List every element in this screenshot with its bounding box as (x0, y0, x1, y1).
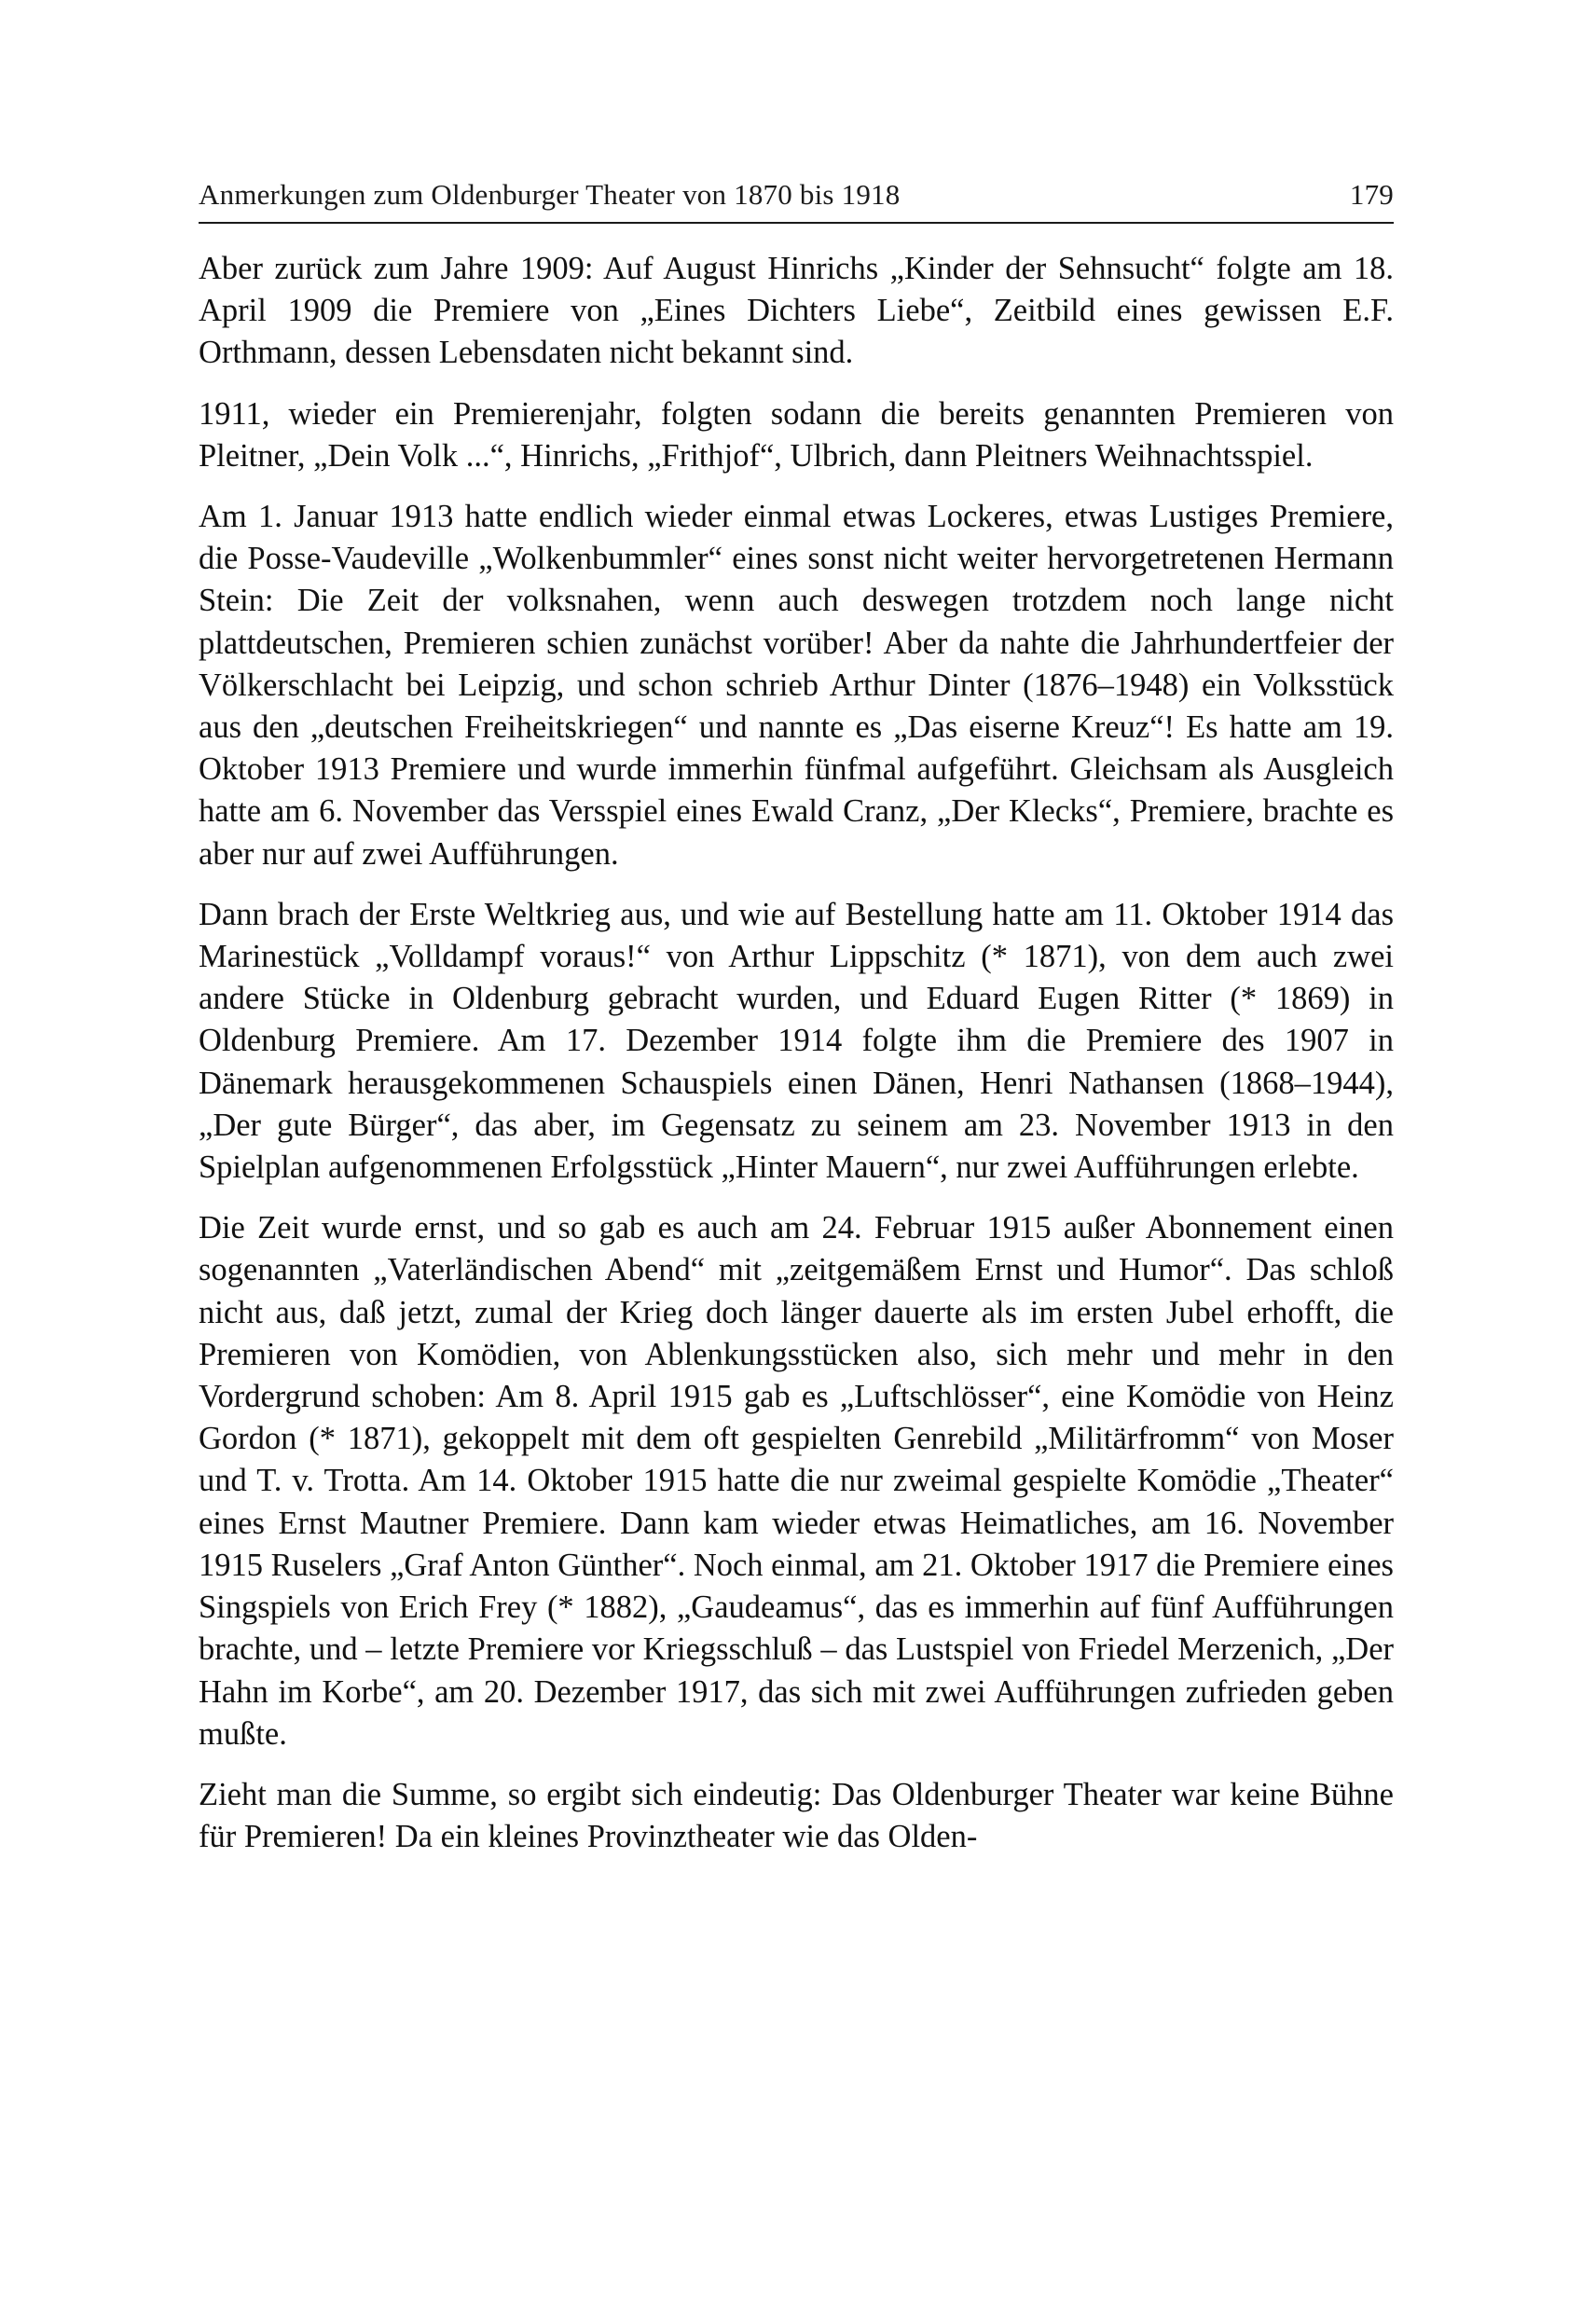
paragraph-1915-1917-premieres: Die Zeit wurde ernst, und so gab es auch am 24. Februar 1915 außer Abonnement einen sogenannten „Vaterländischen Abend“ mit „zeitgemäßem Ernst und Humor“. Das schloß nicht aus, daß jetzt, zumal der Krieg doch länger dauerte als im ersten Jubel erhofft, die Premieren von Komödien, von Ablenkungsstücken also, sich mehr und mehr in den Vordergrund schoben: Am 8. April 1915 gab es „Luftschlösser“, eine Komödie von Heinz Gordon (* 1871), gekoppelt mit dem oft gespielten Genrebild „Militärfromm“ von Moser und T. v. Trotta. Am 14. Oktober 1915 hatte die nur zweimal gespielte Komödie „Theater“ eines Ernst Mautner Premiere. Dann kam wieder etwas Heimatliches, am 16. November 1915 Ruselers „Graf Anton Günther“. Noch einmal, am 21. Oktober 1917 die Premiere eines Singspiels von Erich Frey (* 1882), „Gaudeamus“, das es immerhin auf fünf Aufführungen brachte, und – letzte Premiere vor Kriegsschluß – das Lustspiel von Friedel Merzenich, „Der Hahn im Korbe“, am 20. Dezember 1917, das sich mit zwei Aufführungen zufrieden geben mußte. (199, 1210, 1394, 1752)
header-rule (199, 222, 1394, 224)
paragraph-summary: Zieht man die Summe, so ergibt sich eindeutig: Das Oldenburger Theater war keine Bühne für Premieren! Da ein kleines Provinztheater wie das Olden- (199, 1776, 1394, 1855)
paragraph-1913-premieres: Am 1. Januar 1913 hatte endlich wieder einmal etwas Lockeres, etwas Lustiges Premiere, die Posse-Vaudeville „Wolkenbummler“ eines sonst nicht weiter hervorgetretenen Hermann Stein: Die Zeit der volksnahen, wenn auch deswegen trotzdem noch lange nicht plattdeutschen, Premieren schien zunächst vorüber! Aber da nahte die Jahrhundertfeier der Völkerschlacht bei Leipzig, und schon schrieb Arthur Dinter (1876–1948) ein Volksstück aus den „deutschen Freiheitskriegen“ und nannte es „Das eiserne Kreuz“! Es hatte am 19. Oktober 1913 Premiere und wurde immerhin fünfmal aufgeführt. Gleichsam als Ausgleich hatte am 6. November das Versspiel eines Ewald Cranz, „Der Klecks“, Premiere, brachte es aber nur auf zwei Aufführungen. (199, 499, 1394, 872)
paragraph-war-premieres: Dann brach der Erste Weltkrieg aus, und wie auf Bestellung hatte am 11. Oktober 1914 das Marinestück „Volldampf voraus!“ von Arthur Lippschitz (* 1871), von dem auch zwei andere Stücke in Oldenburg gebracht wurden, und Eduard Eugen Ritter (* 1869) in Oldenburg Premiere. Am 17. Dezember 1914 folgte ihm die Premiere des 1907 in Dänemark herausgekommenen Schauspiels einen Dänen, Henri Nathansen (1868–1944), „Der gute Bürger“, das aber, im Gegensatz zu seinem am 23. November 1913 in den Spielplan aufgenommenen Erfolgsstück „Hinter Mauern“, nur zwei Aufführungen erlebte. (199, 896, 1394, 1186)
body-text (199, 248, 1394, 1858)
running-header (199, 172, 1394, 218)
page-number: 179 (1349, 178, 1394, 211)
running-title: Anmerkungen zum Oldenburger Theater von 1870 bis 1918 (199, 178, 901, 211)
paragraph-1911-premieres: 1911, wieder ein Premierenjahr, folgten sodann die bereits genannten Premieren von Pleitner, „Dein Volk ...“, Hinrichs, „Frithjof“, Ulbrich, dann Pleitners Weihnachtsspiel. (199, 395, 1394, 474)
paragraph-1909-premiere: Aber zurück zum Jahre 1909: Auf August Hinrichs „Kinder der Sehnsucht“ folgte am 18. April 1909 die Premiere von „Eines Dichters Liebe“, Zeitbild eines gewissen E.F. Orthmann, dessen Lebensdaten nicht bekannt sind. (199, 251, 1394, 371)
